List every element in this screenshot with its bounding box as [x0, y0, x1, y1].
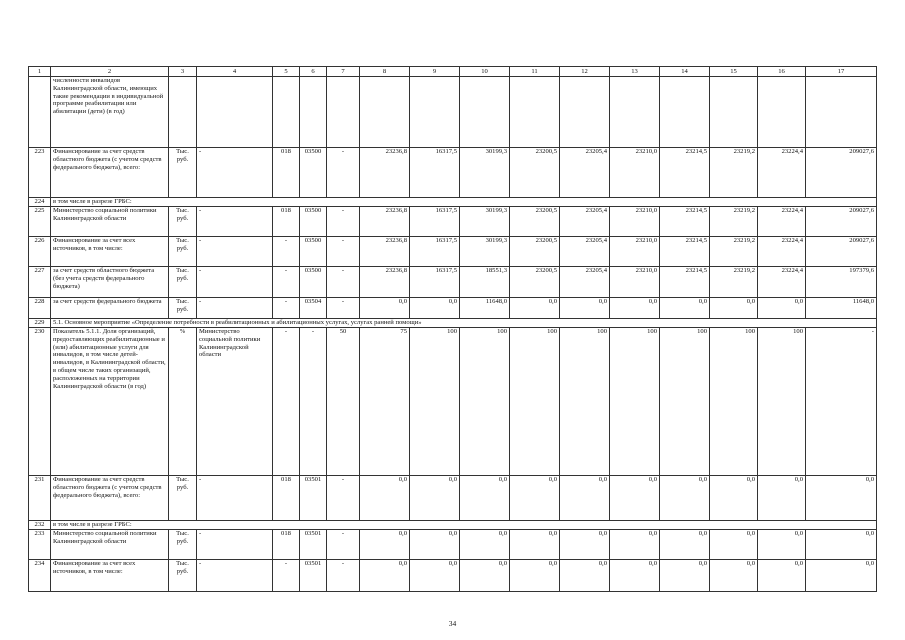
column-number-cell: 5 [273, 67, 300, 77]
description-cell: Финансирование за счет всех источников, в том числе: [51, 237, 169, 267]
table-row [29, 198, 877, 207]
value-cell: 23236,8 [360, 267, 410, 298]
value-cell: 018 [273, 476, 300, 521]
value-cell: 0,0 [460, 560, 510, 592]
table-row [29, 476, 877, 521]
value-cell: 100 [610, 328, 660, 476]
table-row [29, 77, 877, 148]
value-cell: 0,0 [758, 298, 806, 319]
value-cell: 03500 [300, 267, 327, 298]
column-number-cell: 7 [327, 67, 360, 77]
value-cell: 0,0 [560, 476, 610, 521]
value-cell: 23210,0 [610, 207, 660, 237]
value-cell: - [273, 237, 300, 267]
value-cell: 23214,5 [660, 267, 710, 298]
value-cell: - [273, 267, 300, 298]
value-cell: - [327, 207, 360, 237]
value-cell: 03500 [300, 237, 327, 267]
value-cell: 30199,3 [460, 237, 510, 267]
value-cell: 23210,0 [610, 148, 660, 198]
value-cell: 16317,5 [410, 207, 460, 237]
value-cell: 0,0 [710, 476, 758, 521]
column-number-cell: 1 [29, 67, 51, 77]
value-cell [410, 77, 460, 148]
value-cell: 03504 [300, 298, 327, 319]
table-row [29, 328, 877, 476]
unit-cell: Тыс. руб. [169, 267, 197, 298]
description-cell: Финансирование за счет средств областного бюджета (с учетом средств федерального бюджета), всего: [51, 476, 169, 521]
value-cell [610, 77, 660, 148]
table-row [29, 298, 877, 319]
row-number-cell: 226 [29, 237, 51, 267]
value-cell: - [327, 530, 360, 560]
table-row [29, 267, 877, 298]
description-cell: численности инвалидов Калининградской области, имеющих такие рекомендации в индивидуальной программе реабилитации или абилитации (дети) (в год) [51, 77, 169, 148]
value-cell: 0,0 [710, 298, 758, 319]
value-cell: 23214,5 [660, 148, 710, 198]
value-cell: 0,0 [610, 560, 660, 592]
column-number-cell: 11 [510, 67, 560, 77]
section-heading-cell: в том числе в разрезе ГРБС: [51, 521, 877, 530]
value-cell: 23210,0 [610, 267, 660, 298]
value-cell: - [197, 207, 273, 237]
unit-cell: Тыс. руб. [169, 298, 197, 319]
value-cell: 0,0 [806, 560, 877, 592]
value-cell: 30199,3 [460, 207, 510, 237]
value-cell: 0,0 [560, 530, 610, 560]
page-number: 34 [448, 619, 457, 628]
table-body [29, 67, 877, 592]
value-cell [560, 77, 610, 148]
value-cell [758, 77, 806, 148]
value-cell: - [197, 476, 273, 521]
row-number-cell: 231 [29, 476, 51, 521]
value-cell: 0,0 [710, 530, 758, 560]
unit-cell: Тыс. руб. [169, 476, 197, 521]
value-cell: 100 [560, 328, 610, 476]
value-cell: 23219,2 [710, 237, 758, 267]
value-cell: 03501 [300, 560, 327, 592]
value-cell [327, 77, 360, 148]
value-cell: 23219,2 [710, 267, 758, 298]
value-cell: 100 [710, 328, 758, 476]
value-cell: 0,0 [360, 476, 410, 521]
column-number-cell: 6 [300, 67, 327, 77]
value-cell: 0,0 [560, 560, 610, 592]
value-cell: Министерство социальной политики Калининградской области [197, 328, 273, 476]
value-cell: - [273, 298, 300, 319]
value-cell: 16317,5 [410, 237, 460, 267]
section-heading-cell: 5.1. Основное мероприятие «Определение потребности в реабилитационных и абилитационных услугах, услугах ранней помощи» [51, 319, 877, 328]
description-cell: Финансирование за счет средств областного бюджета (с учетом средств федерального бюджета), всего: [51, 148, 169, 198]
value-cell: 16317,5 [410, 148, 460, 198]
value-cell: 0,0 [460, 530, 510, 560]
value-cell: 100 [460, 328, 510, 476]
row-number-cell: 228 [29, 298, 51, 319]
unit-cell [169, 77, 197, 148]
value-cell: 30199,3 [460, 148, 510, 198]
value-cell: 0,0 [510, 560, 560, 592]
value-cell [660, 77, 710, 148]
column-number-cell: 16 [758, 67, 806, 77]
column-number-cell: 2 [51, 67, 169, 77]
value-cell: 018 [273, 530, 300, 560]
table-row [29, 207, 877, 237]
value-cell: 23205,4 [560, 237, 610, 267]
value-cell: - [327, 267, 360, 298]
value-cell: 50 [327, 328, 360, 476]
value-cell: 0,0 [560, 298, 610, 319]
value-cell: 0,0 [610, 476, 660, 521]
value-cell: 11648,0 [460, 298, 510, 319]
row-number-cell: 233 [29, 530, 51, 560]
value-cell: 0,0 [510, 530, 560, 560]
value-cell: 23224,4 [758, 237, 806, 267]
column-number-cell: 13 [610, 67, 660, 77]
table-row [29, 148, 877, 198]
value-cell: 16317,5 [410, 267, 460, 298]
column-number-cell: 15 [710, 67, 758, 77]
column-number-cell: 14 [660, 67, 710, 77]
value-cell: 100 [758, 328, 806, 476]
value-cell: 23219,2 [710, 148, 758, 198]
value-cell: 0,0 [610, 530, 660, 560]
value-cell: 209027,6 [806, 237, 877, 267]
value-cell: 197379,6 [806, 267, 877, 298]
value-cell [300, 77, 327, 148]
value-cell: 0,0 [806, 476, 877, 521]
value-cell: - [327, 148, 360, 198]
row-number-cell: 225 [29, 207, 51, 237]
row-number-cell: 230 [29, 328, 51, 476]
value-cell: 0,0 [410, 298, 460, 319]
value-cell: 23205,4 [560, 207, 610, 237]
row-number-cell: 227 [29, 267, 51, 298]
unit-cell: Тыс. руб. [169, 207, 197, 237]
row-number-cell [29, 77, 51, 148]
value-cell: 23200,5 [510, 207, 560, 237]
value-cell: 23224,4 [758, 207, 806, 237]
value-cell: - [197, 298, 273, 319]
value-cell: - [197, 148, 273, 198]
value-cell: - [327, 298, 360, 319]
value-cell: 18551,3 [460, 267, 510, 298]
value-cell: 209027,6 [806, 207, 877, 237]
column-number-cell: 10 [460, 67, 510, 77]
value-cell [460, 77, 510, 148]
column-number-cell: 17 [806, 67, 877, 77]
unit-cell: Тыс. руб. [169, 560, 197, 592]
unit-cell: Тыс. руб. [169, 530, 197, 560]
value-cell: - [197, 267, 273, 298]
value-cell: 03501 [300, 476, 327, 521]
value-cell: 23236,8 [360, 148, 410, 198]
row-number-cell: 229 [29, 319, 51, 328]
value-cell: 0,0 [710, 560, 758, 592]
value-cell: - [806, 328, 877, 476]
value-cell: 23224,4 [758, 148, 806, 198]
value-cell: 23205,4 [560, 267, 610, 298]
value-cell: 0,0 [660, 530, 710, 560]
value-cell: - [327, 476, 360, 521]
description-cell: Министерство социальной политики Калининградской области [51, 207, 169, 237]
value-cell: 23210,0 [610, 237, 660, 267]
value-cell: 03500 [300, 207, 327, 237]
value-cell: 0,0 [610, 298, 660, 319]
column-number-cell: 9 [410, 67, 460, 77]
table-row [29, 530, 877, 560]
row-number-cell: 223 [29, 148, 51, 198]
value-cell: 0,0 [360, 560, 410, 592]
value-cell: 23214,5 [660, 237, 710, 267]
table-row [29, 237, 877, 267]
value-cell: 0,0 [410, 560, 460, 592]
value-cell [710, 77, 758, 148]
value-cell: - [300, 328, 327, 476]
column-number-cell: 3 [169, 67, 197, 77]
value-cell: 018 [273, 207, 300, 237]
description-cell: Финансирование за счет всех источников, в том числе: [51, 560, 169, 592]
value-cell: - [197, 530, 273, 560]
value-cell: 03501 [300, 530, 327, 560]
value-cell: - [327, 237, 360, 267]
value-cell: 209027,6 [806, 148, 877, 198]
document-sheet [28, 66, 877, 592]
value-cell: 03500 [300, 148, 327, 198]
value-cell: 23200,5 [510, 267, 560, 298]
value-cell: 0,0 [360, 530, 410, 560]
value-cell: 23224,4 [758, 267, 806, 298]
row-number-cell: 224 [29, 198, 51, 207]
value-cell: 23200,5 [510, 237, 560, 267]
value-cell: 0,0 [510, 476, 560, 521]
value-cell: 0,0 [410, 530, 460, 560]
value-cell: 018 [273, 148, 300, 198]
value-cell [360, 77, 410, 148]
column-number-cell: 4 [197, 67, 273, 77]
value-cell: 0,0 [460, 476, 510, 521]
value-cell: - [327, 560, 360, 592]
value-cell: 0,0 [510, 298, 560, 319]
description-cell: за счет средств областного бюджета (без учета средств федерального бюджета) [51, 267, 169, 298]
value-cell: - [273, 328, 300, 476]
value-cell: 0,0 [758, 476, 806, 521]
column-number-header-row [29, 67, 877, 77]
value-cell: 75 [360, 328, 410, 476]
value-cell: 23205,4 [560, 148, 610, 198]
value-cell: - [197, 237, 273, 267]
description-cell: за счет средств федерального бюджета [51, 298, 169, 319]
value-cell: 23200,5 [510, 148, 560, 198]
row-number-cell: 234 [29, 560, 51, 592]
value-cell: 100 [660, 328, 710, 476]
unit-cell: Тыс. руб. [169, 148, 197, 198]
value-cell: - [273, 560, 300, 592]
value-cell: 0,0 [806, 530, 877, 560]
value-cell: 100 [510, 328, 560, 476]
value-cell: 11648,0 [806, 298, 877, 319]
table-row [29, 560, 877, 592]
value-cell: 0,0 [660, 560, 710, 592]
table-row [29, 521, 877, 530]
value-cell: 23214,5 [660, 207, 710, 237]
value-cell [197, 77, 273, 148]
column-number-cell: 12 [560, 67, 610, 77]
description-cell: Министерство социальной политики Калининградской области [51, 530, 169, 560]
unit-cell: Тыс. руб. [169, 237, 197, 267]
value-cell: 0,0 [758, 560, 806, 592]
value-cell [806, 77, 877, 148]
value-cell: - [197, 560, 273, 592]
value-cell: 0,0 [758, 530, 806, 560]
value-cell: 0,0 [660, 476, 710, 521]
value-cell: 0,0 [410, 476, 460, 521]
column-number-cell: 8 [360, 67, 410, 77]
value-cell: 0,0 [660, 298, 710, 319]
value-cell: 0,0 [360, 298, 410, 319]
value-cell [510, 77, 560, 148]
program-table [28, 66, 877, 592]
row-number-cell: 232 [29, 521, 51, 530]
table-row [29, 319, 877, 328]
value-cell [273, 77, 300, 148]
value-cell: 23236,8 [360, 207, 410, 237]
value-cell: 23236,8 [360, 237, 410, 267]
value-cell: 100 [410, 328, 460, 476]
section-heading-cell: в том числе в разрезе ГРБС: [51, 198, 877, 207]
description-cell: Показатель 5.1.1. Доля организаций, предоставляющих реабилитационные и (или) абилитационные услуги для инвалидов, в том числе детей-инвалидов, в Калининградской области, в общем числе таких организаций, расположенных на территории Калининградской области (в год) [51, 328, 169, 476]
unit-cell: % [169, 328, 197, 476]
value-cell: 23219,2 [710, 207, 758, 237]
